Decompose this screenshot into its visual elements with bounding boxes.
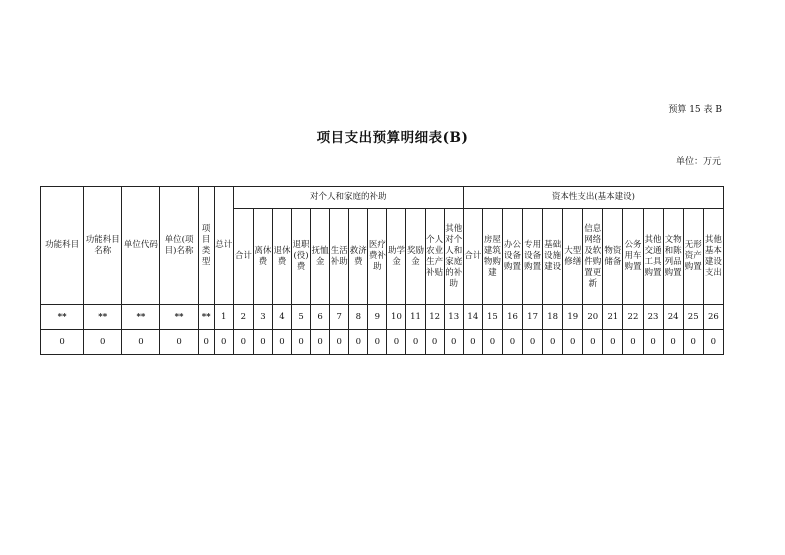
data-cell: 0 bbox=[663, 330, 683, 355]
data-cell: 0 bbox=[603, 330, 623, 355]
capital-col-header: 其他交通工具购置 bbox=[643, 209, 663, 305]
key-mark: ** bbox=[160, 305, 198, 330]
capital-col-header: 专用设备购置 bbox=[523, 209, 543, 305]
column-number: 19 bbox=[563, 305, 583, 330]
data-cell: 0 bbox=[41, 330, 84, 355]
personal-col-header: 奖励金 bbox=[406, 209, 425, 305]
data-cell: 0 bbox=[543, 330, 563, 355]
column-number: 7 bbox=[330, 305, 349, 330]
personal-col-header: 离休费 bbox=[253, 209, 272, 305]
data-cell: 0 bbox=[523, 330, 543, 355]
capital-col-header: 公务用车购置 bbox=[623, 209, 643, 305]
column-number: 16 bbox=[502, 305, 522, 330]
header-row-groups bbox=[41, 187, 724, 209]
data-cell: 0 bbox=[330, 330, 349, 355]
data-cell: 0 bbox=[311, 330, 330, 355]
data-cell: 0 bbox=[349, 330, 368, 355]
key-col-header: 功能科目 bbox=[41, 187, 84, 305]
data-cell: 0 bbox=[214, 330, 233, 355]
column-number: 26 bbox=[703, 305, 723, 330]
column-number: 12 bbox=[425, 305, 444, 330]
personal-col-header: 救济费 bbox=[349, 209, 368, 305]
key-col-header: 总计 bbox=[214, 187, 233, 305]
key-mark: ** bbox=[198, 305, 214, 330]
key-mark: ** bbox=[84, 305, 122, 330]
personal-col-header: 抚恤金 bbox=[311, 209, 330, 305]
data-cell: 0 bbox=[292, 330, 311, 355]
budget-detail-table bbox=[40, 186, 724, 355]
data-cell: 0 bbox=[583, 330, 603, 355]
data-cell: 0 bbox=[563, 330, 583, 355]
key-mark: ** bbox=[122, 305, 160, 330]
data-cell: 0 bbox=[482, 330, 502, 355]
personal-col-header: 其他对个人和家庭的补助 bbox=[444, 209, 463, 305]
personal-col-header: 助学金 bbox=[387, 209, 406, 305]
data-cell: 0 bbox=[368, 330, 387, 355]
column-number: 22 bbox=[623, 305, 643, 330]
capital-col-header: 合计 bbox=[463, 209, 482, 305]
key-col-header: 项目类型 bbox=[198, 187, 214, 305]
data-cell: 0 bbox=[122, 330, 160, 355]
column-number: 2 bbox=[233, 305, 253, 330]
personal-col-header: 生活补助 bbox=[330, 209, 349, 305]
column-number: 8 bbox=[349, 305, 368, 330]
table-row bbox=[41, 330, 724, 355]
column-number: 18 bbox=[543, 305, 563, 330]
column-number: 23 bbox=[643, 305, 663, 330]
personal-col-header: 个人农业生产补贴 bbox=[425, 209, 444, 305]
data-cell: 0 bbox=[463, 330, 482, 355]
capital-col-header: 大型修缮 bbox=[563, 209, 583, 305]
column-number: 11 bbox=[406, 305, 425, 330]
column-number: 14 bbox=[463, 305, 482, 330]
data-cell: 0 bbox=[643, 330, 663, 355]
column-number: 25 bbox=[683, 305, 703, 330]
capital-col-header: 无形资产购置 bbox=[683, 209, 703, 305]
data-cell: 0 bbox=[406, 330, 425, 355]
data-cell: 0 bbox=[502, 330, 522, 355]
capital-col-header: 办公设备购置 bbox=[502, 209, 522, 305]
data-cell: 0 bbox=[444, 330, 463, 355]
personal-col-header: 退职(役)费 bbox=[292, 209, 311, 305]
capital-col-header: 房屋建筑物购建 bbox=[482, 209, 502, 305]
unit-label: 单位：万元 bbox=[675, 157, 721, 167]
data-cell: 0 bbox=[272, 330, 291, 355]
column-number: 9 bbox=[368, 305, 387, 330]
data-cell: 0 bbox=[623, 330, 643, 355]
group-header-personal: 对个人和家庭的补助 bbox=[233, 187, 463, 209]
page-title: 项目支出预算明细表(B) bbox=[316, 130, 469, 146]
column-number: 4 bbox=[272, 305, 291, 330]
column-number: 6 bbox=[311, 305, 330, 330]
personal-col-header: 医疗费补助 bbox=[368, 209, 387, 305]
data-cell: 0 bbox=[233, 330, 253, 355]
group-header-capital: 资本性支出(基本建设) bbox=[463, 187, 723, 209]
personal-col-header: 合计 bbox=[233, 209, 253, 305]
data-cell: 0 bbox=[387, 330, 406, 355]
data-cell: 0 bbox=[425, 330, 444, 355]
key-col-header: 单位代码 bbox=[122, 187, 160, 305]
column-number: 5 bbox=[292, 305, 311, 330]
capital-col-header: 基础设施建设 bbox=[543, 209, 563, 305]
key-mark: ** bbox=[41, 305, 84, 330]
column-number: 3 bbox=[253, 305, 272, 330]
form-number: 预算 15 表 B bbox=[668, 105, 722, 115]
capital-col-header: 文物和陈列品购置 bbox=[663, 209, 683, 305]
data-cell: 0 bbox=[198, 330, 214, 355]
column-number: 13 bbox=[444, 305, 463, 330]
data-cell: 0 bbox=[683, 330, 703, 355]
column-number: 10 bbox=[387, 305, 406, 330]
data-cell: 0 bbox=[253, 330, 272, 355]
capital-col-header: 信息网络及软件购置更新 bbox=[583, 209, 603, 305]
data-cell: 0 bbox=[703, 330, 723, 355]
personal-col-header: 退休费 bbox=[272, 209, 291, 305]
key-col-header: 单位(项目)名称 bbox=[160, 187, 198, 305]
data-cell: 0 bbox=[84, 330, 122, 355]
data-cell: 0 bbox=[160, 330, 198, 355]
key-col-header: 功能科目名称 bbox=[84, 187, 122, 305]
column-number: 24 bbox=[663, 305, 683, 330]
column-number: 20 bbox=[583, 305, 603, 330]
column-number: 15 bbox=[482, 305, 502, 330]
column-number: 21 bbox=[603, 305, 623, 330]
column-number: 1 bbox=[214, 305, 233, 330]
capital-col-header: 物资储备 bbox=[603, 209, 623, 305]
capital-col-header: 其他基本建设支出 bbox=[703, 209, 723, 305]
column-number-row bbox=[41, 305, 724, 330]
column-number: 17 bbox=[523, 305, 543, 330]
